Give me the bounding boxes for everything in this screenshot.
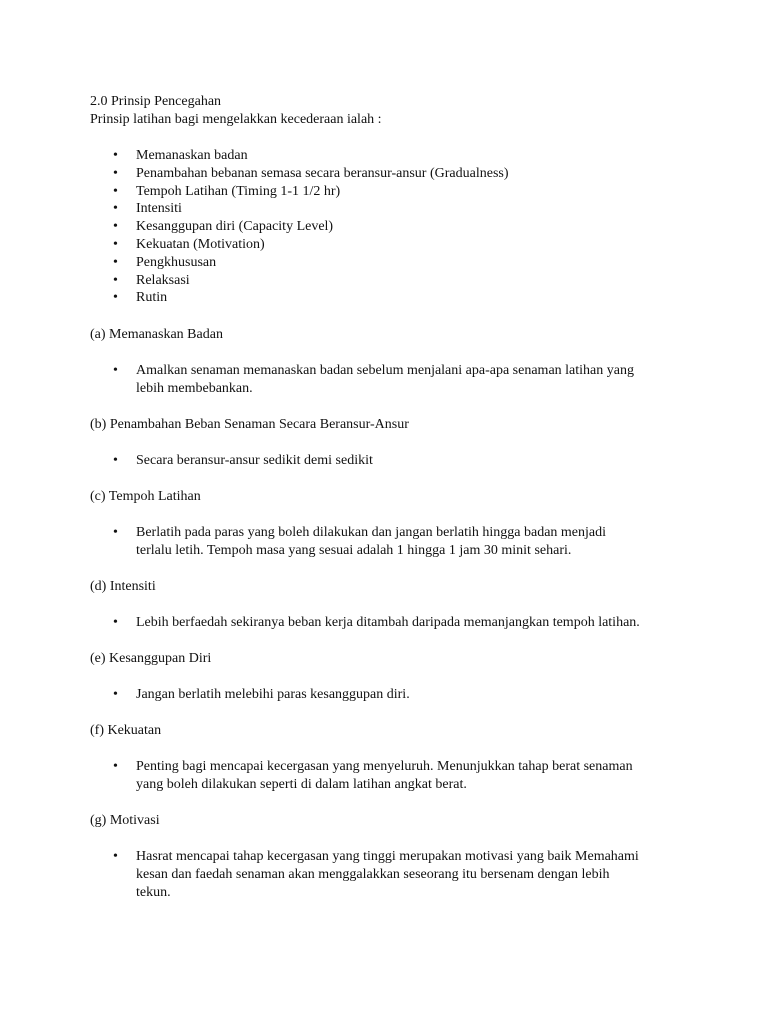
paragraph-line: kesan dan faedah senaman akan menggalakkan seseorang itu bersenam dengan lebih <box>136 867 610 882</box>
subsection-heading: (b) Penambahan Beban Senaman Secara Beransur-Ansur <box>90 417 409 432</box>
subsection-heading: (e) Kesanggupan Diri <box>90 651 212 666</box>
subsection-heading: (f) Kekuatan <box>90 723 162 738</box>
paragraph-line: Secara beransur-ansur sedikit demi sedikit <box>136 453 373 468</box>
paragraph-line: Lebih berfaedah sekiranya beban kerja ditambah daripada memanjangkan tempoh latihan. <box>136 615 640 630</box>
bullet-icon: • <box>113 453 118 468</box>
paragraph-line: tekun. <box>136 885 171 900</box>
bullet-icon: • <box>113 254 118 270</box>
paragraph-line: Penting bagi mencapai kecergasan yang menyeluruh. Menunjukkan tahap berat senaman <box>136 759 633 774</box>
list-item: • Memanaskan badan <box>113 148 248 163</box>
list-item: • Pengkhususan <box>113 254 217 270</box>
bullet-icon: • <box>113 849 118 864</box>
paragraph-line: yang boleh dilakukan seperti di dalam latihan angkat berat. <box>136 777 467 792</box>
bullet-icon: • <box>113 201 118 217</box>
bullet-icon: • <box>113 148 118 163</box>
bullet-icon: • <box>113 219 118 235</box>
list-item: • Relaksasi <box>113 272 190 288</box>
list-item: • Tempoh Latihan (Timing 1-1 1/2 hr) <box>113 183 341 199</box>
paragraph-line: terlalu letih. Tempoh masa yang sesuai adalah 1 hingga 1 jam 30 minit sehari. <box>136 543 572 558</box>
subsection-heading: (g) Motivasi <box>90 813 160 828</box>
bullet-icon: • <box>113 290 118 306</box>
list-item: • Kesanggupan diri (Capacity Level) <box>113 219 334 235</box>
list-item: • Intensiti <box>113 201 182 217</box>
intro-lead: Prinsip latihan bagi mengelakkan kecederaan ialah : <box>90 112 382 127</box>
bullet-icon: • <box>113 236 118 252</box>
subsection-heading: (a) Memanaskan Badan <box>90 327 223 342</box>
paragraph-line: Berlatih pada paras yang boleh dilakukan dan jangan berlatih hingga badan menjadi <box>136 525 607 540</box>
subsection-heading: (c) Tempoh Latihan <box>90 489 201 504</box>
list-item: • Rutin <box>113 290 168 306</box>
bullet-icon: • <box>113 687 118 702</box>
bullet-icon: • <box>113 615 118 630</box>
bullet-icon: • <box>113 165 118 181</box>
paragraph-line: Hasrat mencapai tahap kecergasan yang tinggi merupakan motivasi yang baik Memahami <box>136 849 639 864</box>
paragraph-line: Jangan berlatih melebihi paras kesanggupan diri. <box>136 687 410 702</box>
paragraph-line: Amalkan senaman memanaskan badan sebelum menjalani apa-apa senaman latihan yang <box>136 363 634 378</box>
subsection-heading: (d) Intensiti <box>90 579 156 594</box>
list-item: • Penambahan bebanan semasa secara beransur-ansur (Gradualness) <box>113 165 509 181</box>
bullet-icon: • <box>113 272 118 288</box>
bullet-icon: • <box>113 525 118 540</box>
bullet-icon: • <box>113 363 118 378</box>
list-item: • Kekuatan (Motivation) <box>113 236 265 252</box>
section-heading: 2.0 Prinsip Pencegahan <box>90 94 222 109</box>
bullet-icon: • <box>113 183 118 199</box>
principles-list <box>0 147 768 307</box>
bullet-icon: • <box>113 759 118 774</box>
paragraph-line: lebih membebankan. <box>136 381 253 396</box>
